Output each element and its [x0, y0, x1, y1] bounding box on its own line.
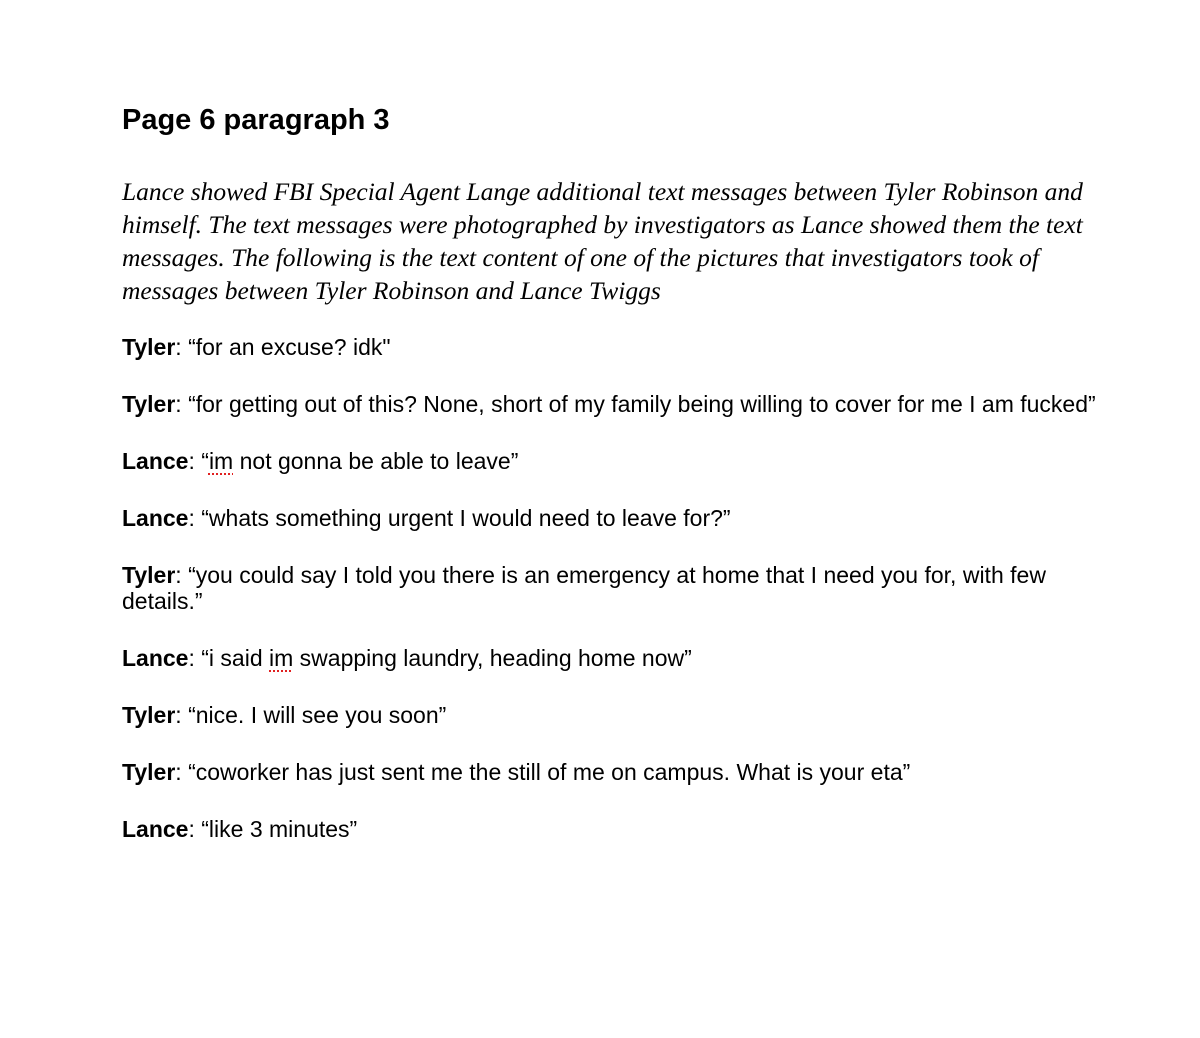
message-speaker: Lance	[122, 816, 189, 842]
message-text: “for an excuse? idk"	[188, 334, 391, 360]
message-text-before: “i said	[201, 645, 270, 671]
message-text: “for getting out of this? None, short of my family being willing to cover for me I am fucked”	[188, 391, 1096, 417]
message-separator: :	[188, 645, 202, 671]
message-item	[122, 505, 1097, 531]
message-speaker: Lance	[122, 448, 189, 474]
message-text-after: swapping laundry, heading home now”	[293, 645, 692, 671]
message-separator: :	[175, 759, 189, 785]
spellcheck-flagged-word[interactable]: im	[208, 448, 234, 474]
message-item	[122, 562, 1097, 614]
spellcheck-flagged-word[interactable]: im	[269, 645, 294, 671]
message-text: “nice. I will see you soon”	[188, 702, 447, 728]
message-item	[122, 334, 1097, 360]
message-item	[122, 816, 1097, 842]
message-speaker: Tyler	[122, 702, 176, 728]
message-speaker: Tyler	[122, 391, 176, 417]
message-separator: :	[175, 391, 189, 417]
message-speaker: Lance	[122, 645, 189, 671]
message-separator: :	[175, 334, 189, 360]
message-text-after: not gonna be able to leave”	[233, 448, 519, 474]
message-item	[122, 645, 1097, 671]
message-separator: :	[175, 702, 189, 728]
message-separator: :	[188, 505, 202, 531]
page-heading: Page 6 paragraph 3	[122, 104, 390, 136]
message-speaker: Lance	[122, 505, 189, 531]
message-text: “you could say I told you there is an emergency at home that I need you for, with few details.”	[122, 562, 1046, 614]
message-text: “like 3 minutes”	[201, 816, 358, 842]
message-speaker: Tyler	[122, 562, 176, 588]
message-speaker: Tyler	[122, 334, 176, 360]
message-item	[122, 391, 1097, 417]
message-item	[122, 448, 1097, 474]
message-separator: :	[188, 816, 202, 842]
message-speaker: Tyler	[122, 759, 176, 785]
message-separator: :	[188, 448, 202, 474]
intro-paragraph: Lance showed FBI Special Agent Lange additional text messages between Tyler Robinson and himself. The text messages were photographed by investigators as Lance showed them the text messages. The following is the text content of one of the pictures that investigators took of messages between Tyler Robinson and Lance Twiggs	[122, 177, 1083, 305]
message-text: “whats something urgent I would need to leave for?”	[201, 505, 731, 531]
message-text-before: “	[201, 448, 209, 474]
message-item	[122, 702, 1097, 728]
message-text: “coworker has just sent me the still of me on campus. What is your eta”	[188, 759, 911, 785]
message-list	[122, 334, 1097, 873]
message-separator: :	[175, 562, 189, 588]
message-item	[122, 759, 1097, 785]
